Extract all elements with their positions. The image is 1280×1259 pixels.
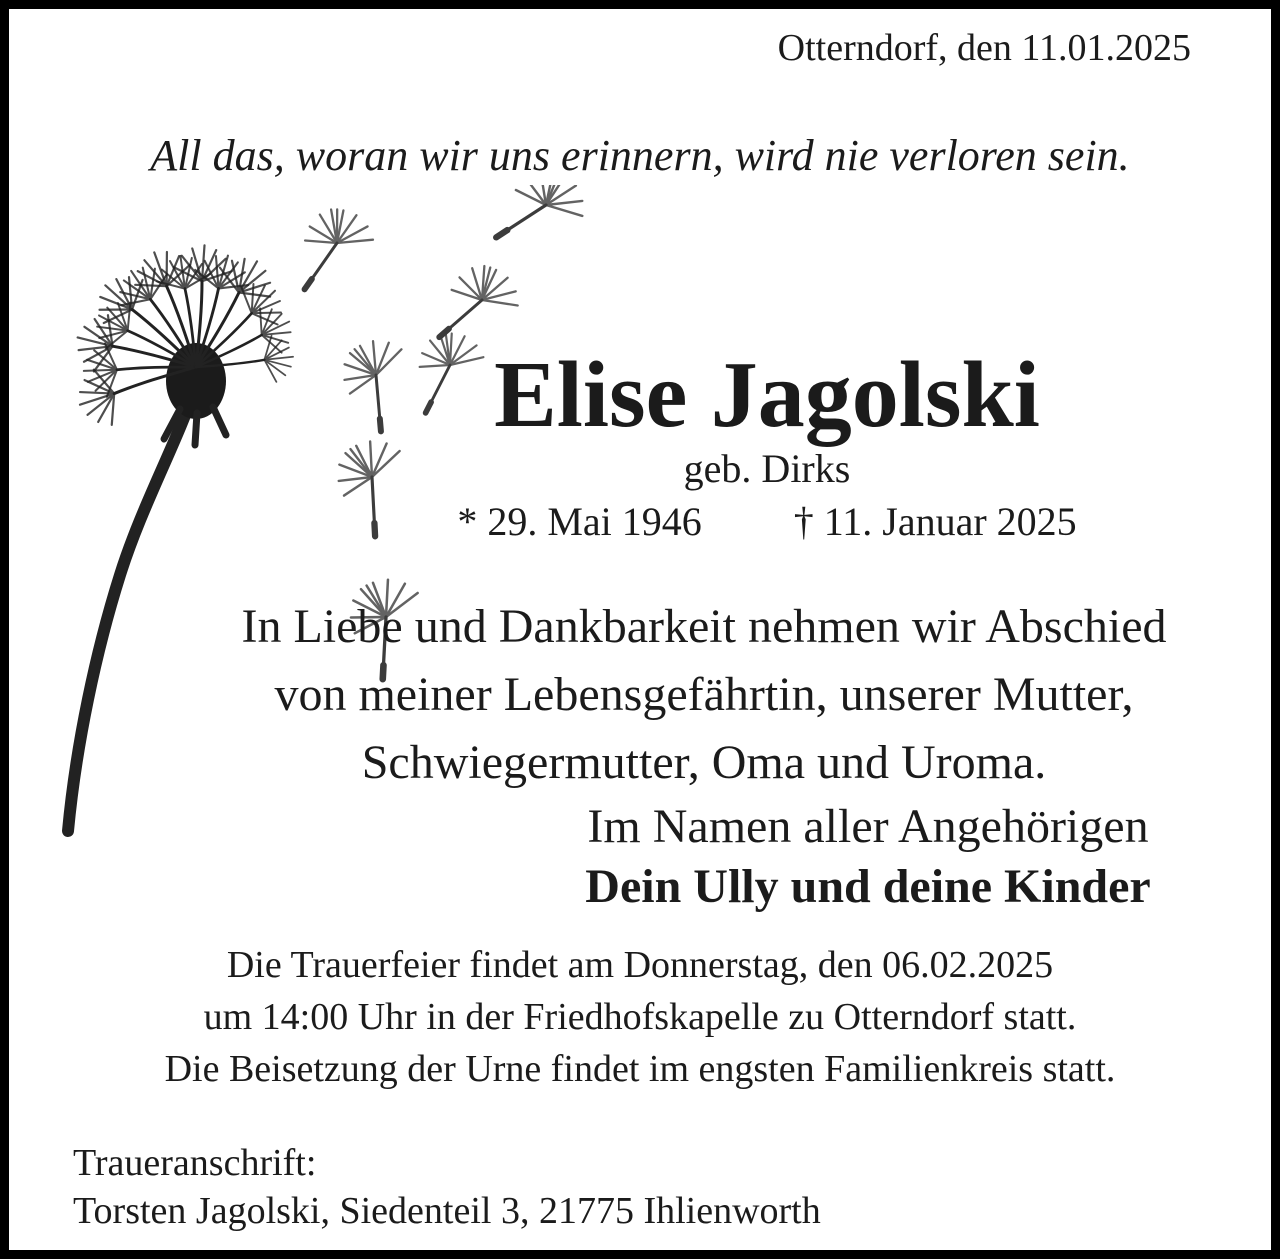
condolence-address-label: Traueranschrift: (73, 1142, 317, 1184)
life-dates (263, 497, 1271, 547)
maiden-name: geb. Dirks (683, 446, 851, 491)
birth-date: * 29. Mai 1946 (457, 499, 702, 544)
death-date: † 11. Januar 2025 (793, 499, 1077, 544)
tribute-line: In Liebe und Dankbarkeit nehmen wir Abschied (241, 600, 1167, 653)
mourners-signature: Dein Ully und deine Kinder (585, 860, 1151, 913)
dateline: Otterndorf, den 11.01.2025 (777, 27, 1191, 69)
deceased-name: Elise Jagolski (494, 343, 1040, 447)
condolence-address (73, 1139, 821, 1235)
mourners-intro: Im Namen aller Angehörigen (587, 800, 1149, 853)
mourners-block (465, 797, 1271, 917)
tribute-line: Schwiegermutter, Oma und Uroma. (361, 736, 1047, 789)
service-line: Die Trauerfeier findet am Donnerstag, den 06.02.2025 (226, 944, 1054, 986)
tribute-paragraph (137, 593, 1271, 797)
service-info (9, 939, 1271, 1095)
service-line: Die Beisetzung der Urne findet im engsten Familienkreis statt. (164, 1048, 1116, 1090)
memorial-quote: All das, woran wir uns erinnern, wird nie verloren sein. (150, 131, 1130, 180)
condolence-address-line: Torsten Jagolski, Siedenteil 3, 21775 Ihlienworth (73, 1190, 821, 1232)
service-line: um 14:00 Uhr in der Friedhofskapelle zu Otterndorf statt. (203, 996, 1077, 1038)
tribute-line: von meiner Lebensgefährtin, unserer Mutter, (274, 668, 1134, 721)
